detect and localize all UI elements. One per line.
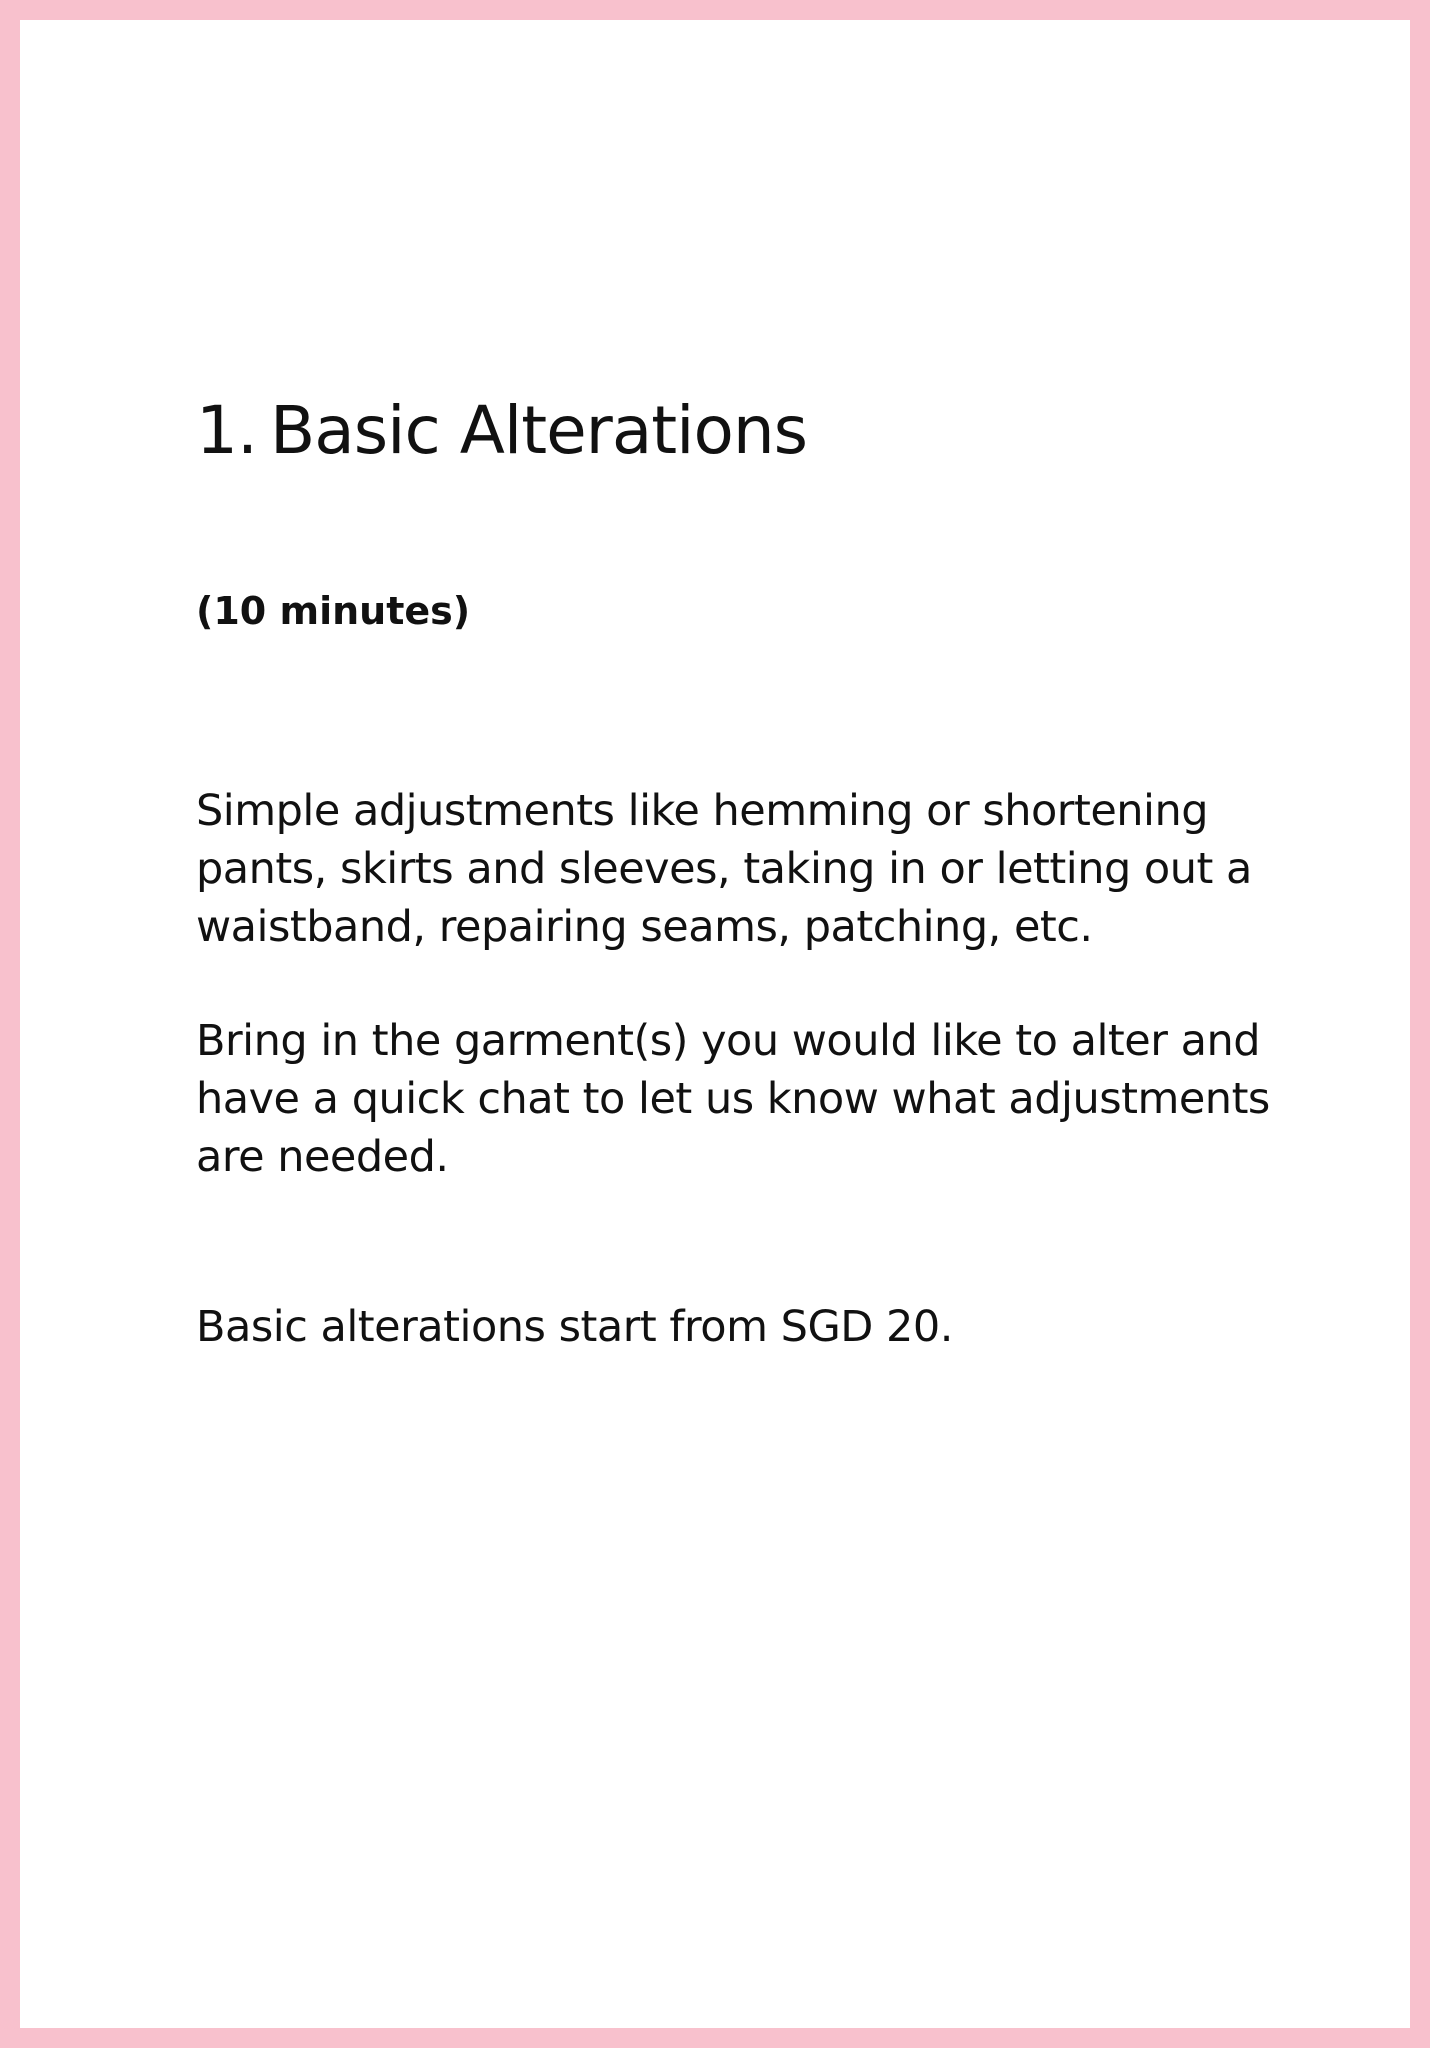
- page-title: [196, 388, 807, 474]
- paragraph-line: pants, skirts and sleeves, taking in or letting out a: [196, 844, 1252, 894]
- description-paragraph: [196, 782, 1252, 956]
- paragraph-line: waistband, repairing seams, patching, etc.: [196, 902, 1093, 952]
- paragraph-line: Simple adjustments like hemming or shortening: [196, 786, 1209, 836]
- paragraph-line: are needed.: [196, 1132, 449, 1182]
- price-note: Basic alterations start from SGD 20.: [196, 1302, 953, 1352]
- paragraph-line: have a quick chat to let us know what adjustments: [196, 1074, 1270, 1124]
- instructions-paragraph: [196, 1012, 1270, 1186]
- paragraph-line: Bring in the garment(s) you would like to alter and: [196, 1016, 1260, 1066]
- pricing-paragraph: [196, 1298, 953, 1356]
- duration-label: (10 minutes): [196, 589, 471, 633]
- section-number: 1.: [196, 392, 257, 469]
- section-title: Basic Alterations: [270, 392, 808, 469]
